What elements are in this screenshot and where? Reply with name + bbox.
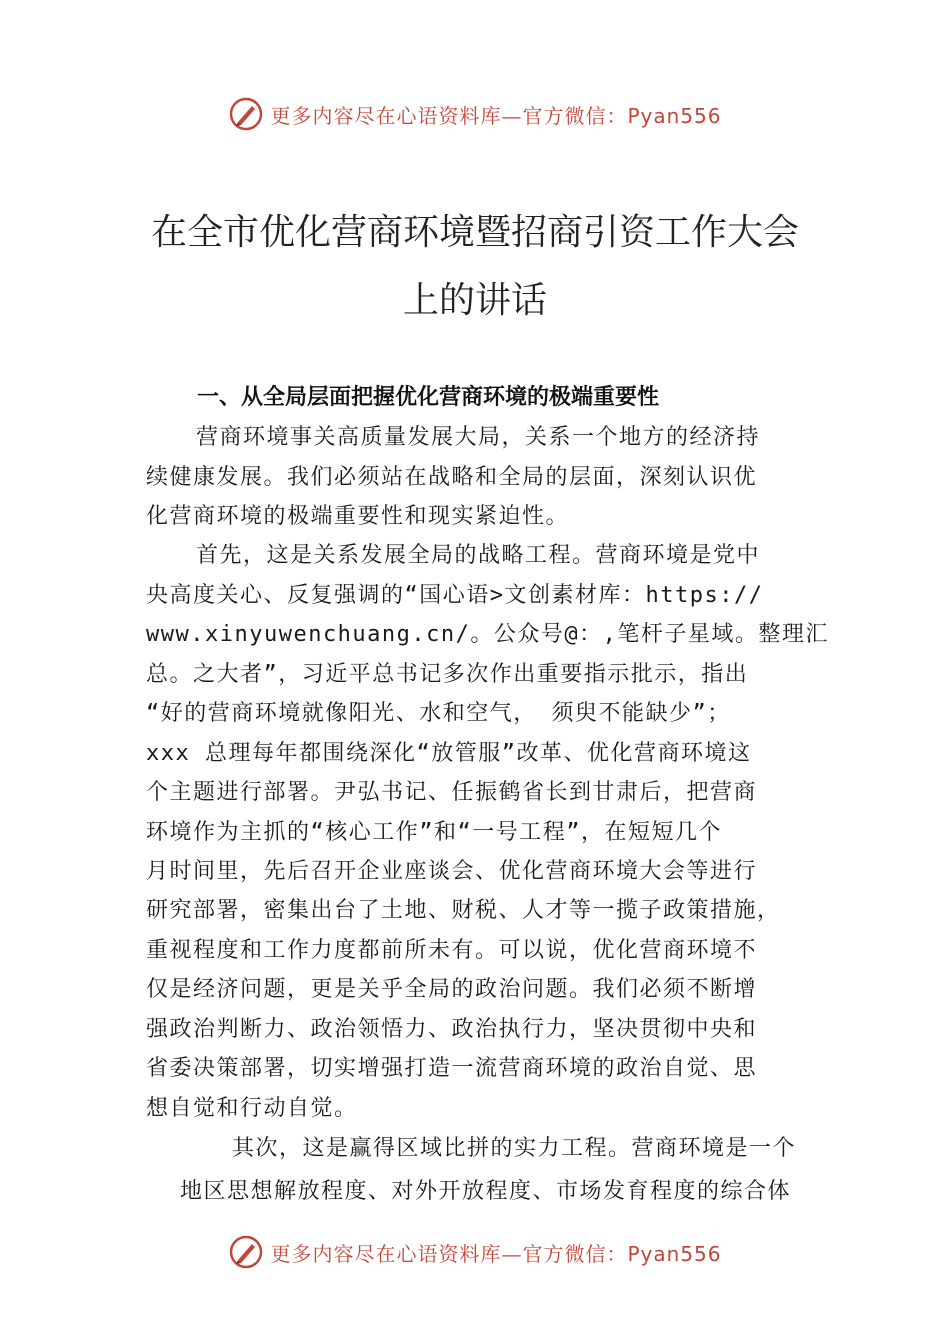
body-line: 仅是经济问题，更是关乎全局的政治问题。我们必须不断增 [146,977,758,1002]
body-line: 月时间里，先后召开企业座谈会、优化营商环境大会等进行 [146,859,758,884]
body-line: 首先，这是关系发展全局的战略工程。营商环境是党中 [196,543,761,568]
banner-wechat-label: 官方微信： [522,1241,628,1266]
body-line: 想自觉和行动自觉。 [146,1096,358,1121]
body-line: xxx 总理每年都围绕深化“放管服”改革、优化营商环境这 [146,741,752,766]
document-title-line-1: 在全市优化营商环境暨招商引资工作大会 [150,212,799,253]
banner-wechat-label: 官方微信： [522,103,628,128]
body-line: 环境作为主抓的“核心工作”和“一号工程”，在短短几个 [146,820,722,845]
banner-separator: — [501,103,523,128]
document-title-line-2: 上的讲话 [402,280,547,321]
body-line: 地区思想解放程度、对外开放程度、市场发育程度的综合体 [180,1179,792,1204]
body-line: 其次，这是赢得区域比拼的实力工程。营商环境是一个 [232,1136,797,1161]
body-line: 个主题进行部署。尹弘书记、任振鹤省长到甘肃后，把营商 [146,780,758,805]
body-line: 总。之大者”，习近平总书记多次作出重要指示批示，指出 [146,662,749,687]
banner-wechat-id: Pyan556 [627,103,722,128]
body-line: 省委决策部署，切实增强打造一流营商环境的政治自觉、思 [146,1056,758,1081]
body-line: 营商环境事关高质量发展大局，关系一个地方的经济持 [196,425,761,450]
body-line: 化营商环境的极端重要性和现实紧迫性。 [146,504,570,529]
banner-text [270,100,721,129]
banner-wechat-id: Pyan556 [627,1241,722,1266]
header-watermark-banner [0,94,950,134]
banner-prefix: 更多内容尽在心语资料库 [270,103,502,128]
section-heading: 一、从全局层面把握优化营商环境的极端重要性 [197,385,660,410]
banner-text [270,1238,721,1267]
banner-separator: — [501,1241,523,1266]
banner-prefix: 更多内容尽在心语资料库 [270,1241,502,1266]
body-line: 续健康发展。我们必须站在战略和全局的层面，深刻认识优 [146,465,758,490]
body-line: 重视程度和工作力度都前所未有。可以说，优化营商环境不 [146,938,758,963]
body-line: www.xinyuwenchuang.cn/。公众号@：,笔杆子星域。整理汇 [146,622,829,647]
footer-watermark-banner [0,1232,950,1272]
body-line: 研究部署，密集出台了土地、财税、人才等一揽子政策措施， [146,898,781,923]
body-line: 强政治判断力、政治领悟力、政治执行力，坚决贯彻中央和 [146,1017,758,1042]
pen-logo-icon [228,1234,264,1270]
body-line: 央高度关心、反复强调的“国心语>文创素材库：https:// [146,583,764,608]
body-line: “好的营商环境就像阳光、水和空气， 须臾不能缺少”； [146,701,731,726]
pen-logo-icon [228,96,264,132]
